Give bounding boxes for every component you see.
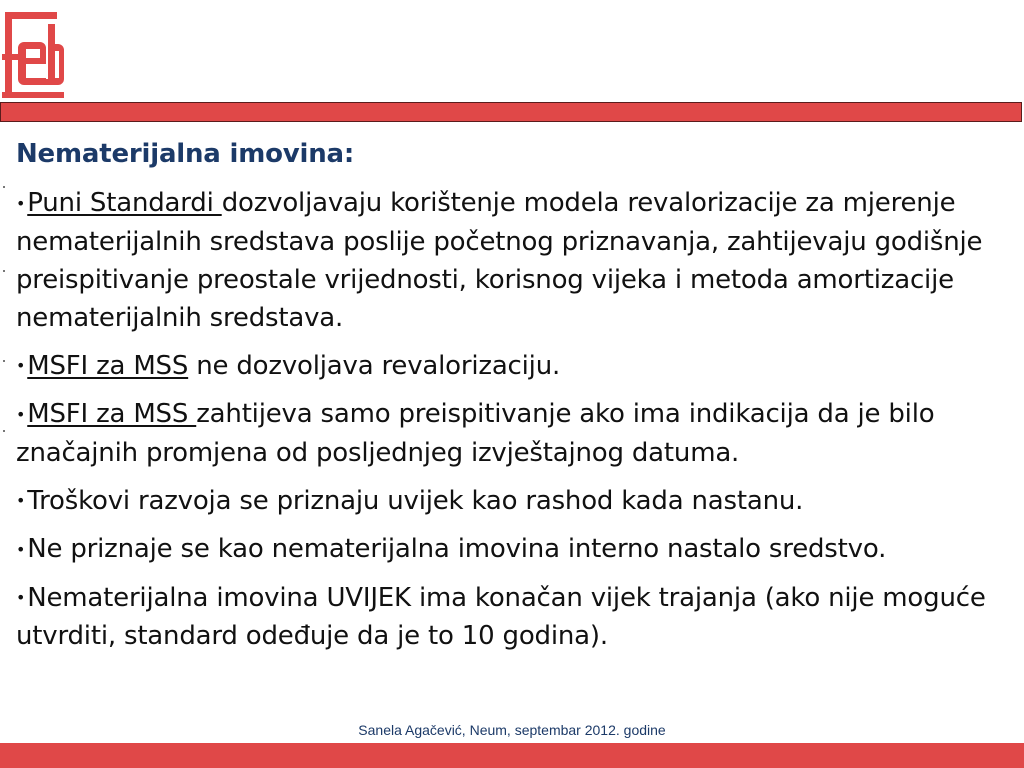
bullet-text: Nematerijalna imovina UVIJEK ima konačan vijek trajanja (ako nije moguće utvrditi, standard odeđuje da je to 10 godina). (16, 582, 986, 651)
bullet-icon: • (16, 588, 26, 607)
bullet-icon: • (16, 491, 26, 510)
bullet-text: zahtijeva samo preispitivanje ako ima indikacija da je bilo značajnih promjena od posljednjeg izvještajnog datuma. (16, 399, 935, 468)
hyperlink-text[interactable]: MSFI za MSS (27, 350, 189, 381)
bullet-text: ne dozvoljava revalorizaciju. (188, 350, 561, 381)
bullet-point (16, 395, 1006, 472)
feb-logo-icon (2, 10, 64, 102)
bullet-text: Ne priznaje se kao nematerijalna imovina interno nastalo sredstvo. (27, 534, 887, 564)
bullet-text: Troškovi razvoja se priznaju uvijek kao rashod kada nastanu. (27, 485, 804, 516)
slide-content (16, 134, 1006, 665)
top-accent-bar (0, 102, 1022, 122)
bullet-point (16, 482, 1006, 521)
footer-author-text: Sanela Agačević, Neum, septembar 2012. godine (358, 722, 666, 738)
hyperlink-text[interactable]: MSFI za MSS (27, 399, 197, 429)
bullet-point (16, 184, 1006, 337)
bullet-icon: • (16, 356, 26, 375)
bullet-text: dozvoljavaju korištenje modela revalorizacije za mjerenje nematerijalnih sredstava poslije početnog priznavanja, zahtijevaju godišnje preispitivanje preostale vrijednosti, korisnog vijeka i metoda amortizacije nematerijalnih sredstava. (16, 188, 983, 333)
left-margin-marks (3, 140, 7, 740)
bullet-point (16, 579, 1006, 656)
bottom-accent-bar (0, 743, 1024, 768)
bullet-point (16, 347, 1006, 386)
hyperlink-text[interactable]: Puni Standardi (27, 188, 222, 218)
bullet-icon: • (16, 193, 26, 213)
bullet-icon: • (16, 404, 26, 424)
bullet-icon: • (16, 539, 26, 559)
slide-heading: Nematerijalna imovina: (16, 139, 355, 169)
bullet-point (16, 530, 1006, 569)
